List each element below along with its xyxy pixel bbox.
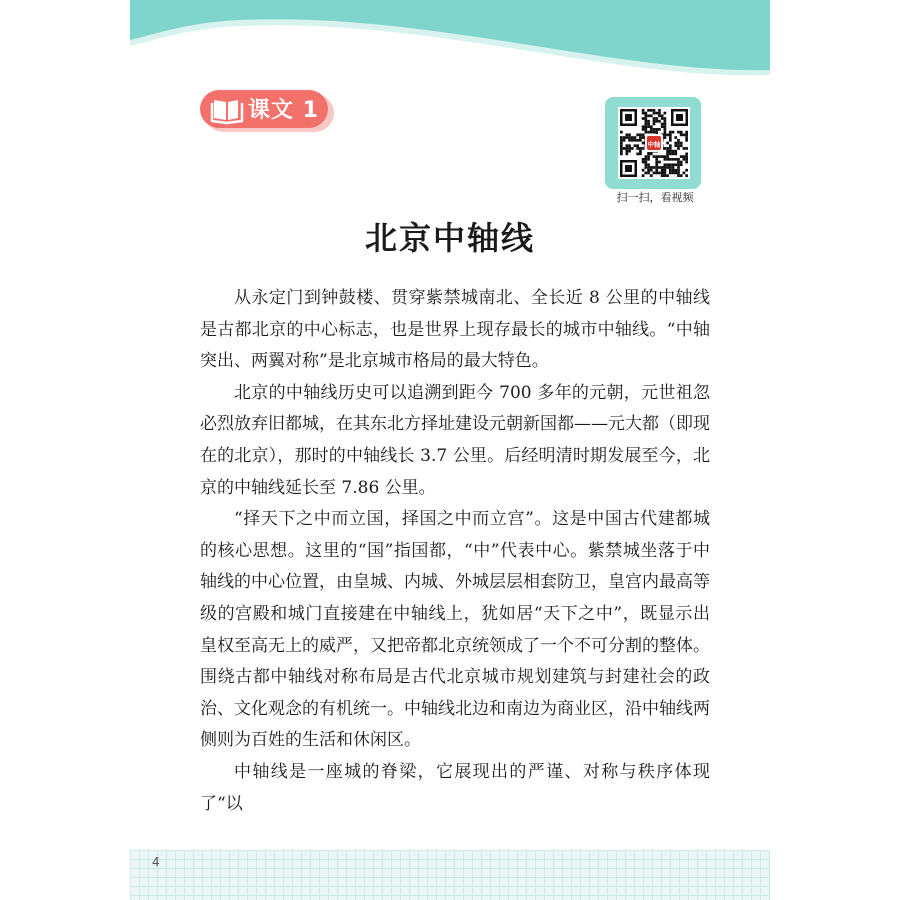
paragraph-1: 从永定门到钟鼓楼、贯穿紫禁城南北、全长近 8 公里的中轴线是古都北京的中心标志，也是世界上现存最长的城市中轴线。“中轴突出、两翼对称”是北京城市格局的最大特色。 xyxy=(200,288,710,372)
paragraph-4: 中轴线是一座城的脊梁，它展现出的严谨、对称与秩序体现了“以 xyxy=(200,761,710,814)
article-body xyxy=(200,283,710,820)
header-wave-decoration xyxy=(130,0,770,80)
paragraph-3: “择天下之中而立国，择国之中而立宫”。这是中国古代建都城的核心思想。这里的“国”指国都，“中”代表中心。紫禁城坐落于中轴线的中心位置，由皇城、内城、外城层层相套防卫，皇宫内最高等级的宫殿和城门直接建在中轴线上，犹如居“天下之中”，既显示出皇权至高无上的威严，又把帝都北京统领成了一个不可分割的整体。围绕古都中轴线对称布局是古代北京城市规划建筑与封建社会的政治、文化观念的有机统一。中轴线北边和南边为商业区，沿中轴线两侧则为百姓的生活和休闲区。 xyxy=(200,509,710,751)
footer-grid-band xyxy=(130,850,770,900)
page-number: 4 xyxy=(152,855,160,869)
article-title: 北京中轴线 xyxy=(364,219,535,257)
qr-code[interactable] xyxy=(618,107,690,179)
qr-center-logo xyxy=(645,134,663,152)
qr-caption: 扫一扫，看视频 xyxy=(616,191,694,204)
svg-text:中轴: 中轴 xyxy=(647,140,661,149)
paragraph-2: 北京的中轴线历史可以追溯到距今 700 多年的元朝，元世祖忽必烈放弃旧都城，在其东北方择址建设元朝新国都——元大都（即现在的北京），那时的中轴线长 3.7 公里。后经明清时期发展至今，北京的中轴线延长至 7.86 公里。 xyxy=(200,382,710,498)
textbook-page xyxy=(130,0,770,900)
lesson-label: 课文 1 xyxy=(248,98,319,123)
